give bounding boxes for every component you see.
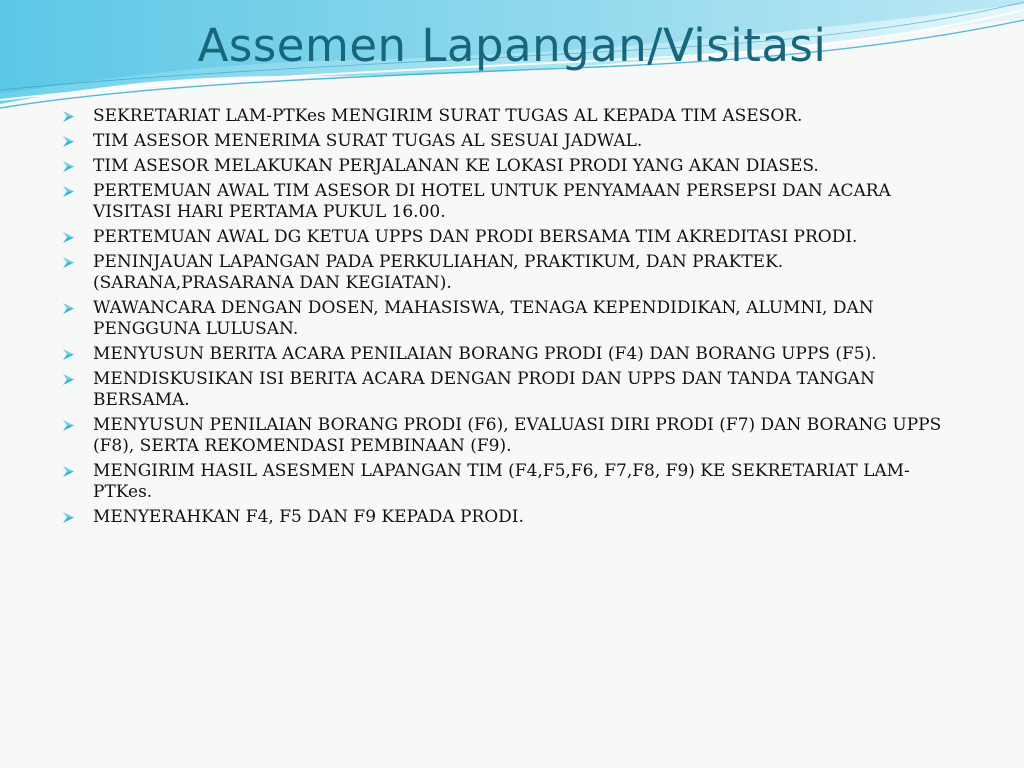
arrowhead-bullet-icon bbox=[62, 465, 76, 478]
slide-title: Assemen Lapangan/Visitasi bbox=[197, 19, 827, 72]
arrowhead-bullet-icon bbox=[62, 302, 76, 315]
arrowhead-bullet-icon bbox=[62, 185, 76, 198]
bullet-text: MENGIRIM HASIL ASESMEN LAPANGAN TIM (F4,F5,F6, F7,F8, F9) KE SEKRETARIAT LAM-PTKes. bbox=[93, 461, 910, 502]
bullet-text: MENYUSUN PENILAIAN BORANG PRODI (F6), EVALUASI DIRI PRODI (F7) DAN BORANG UPPS (F8), SERTA REKOMENDASI PEMBINAAN (F9). bbox=[93, 415, 942, 456]
bullet-item bbox=[62, 106, 962, 127]
arrowhead-bullet-icon bbox=[62, 110, 76, 123]
bullet-item bbox=[62, 461, 962, 503]
arrowhead-bullet-icon bbox=[62, 373, 76, 386]
arrowhead-bullet-icon bbox=[62, 256, 76, 269]
bullet-list bbox=[62, 106, 962, 532]
bullet-text: MENYUSUN BERITA ACARA PENILAIAN BORANG PRODI (F4) DAN BORANG UPPS (F5). bbox=[93, 344, 877, 364]
bullet-item bbox=[62, 227, 962, 248]
bullet-text: PENINJAUAN LAPANGAN PADA PERKULIAHAN, PRAKTIKUM, DAN PRAKTEK. (SARANA,PRASARANA DAN KEGIATAN). bbox=[93, 252, 784, 293]
bullet-text: WAWANCARA DENGAN DOSEN, MAHASISWA, TENAGA KEPENDIDIKAN, ALUMNI, DAN PENGGUNA LULUSAN. bbox=[93, 298, 874, 339]
bullet-item bbox=[62, 156, 962, 177]
arrowhead-bullet-icon bbox=[62, 511, 76, 524]
bullet-text: PERTEMUAN AWAL DG KETUA UPPS DAN PRODI BERSAMA TIM AKREDITASI PRODI. bbox=[93, 227, 858, 247]
arrowhead-bullet-icon bbox=[62, 231, 76, 244]
bullet-item bbox=[62, 507, 962, 528]
bullet-item bbox=[62, 344, 962, 365]
arrowhead-bullet-icon bbox=[62, 135, 76, 148]
arrowhead-bullet-icon bbox=[62, 419, 76, 432]
bullet-item bbox=[62, 415, 962, 457]
bullet-text: TIM ASESOR MENERIMA SURAT TUGAS AL SESUAI JADWAL. bbox=[93, 131, 643, 151]
bullet-item bbox=[62, 252, 962, 294]
bullet-item bbox=[62, 181, 962, 223]
bullet-text: MENDISKUSIKAN ISI BERITA ACARA DENGAN PRODI DAN UPPS DAN TANDA TANGAN BERSAMA. bbox=[93, 369, 875, 410]
bullet-text: MENYERAHKAN F4, F5 DAN F9 KEPADA PRODI. bbox=[93, 507, 524, 527]
bullet-text: PERTEMUAN AWAL TIM ASESOR DI HOTEL UNTUK PENYAMAAN PERSEPSI DAN ACARA VISITASI HARI PERTAMA PUKUL 16.00. bbox=[93, 181, 891, 222]
arrowhead-bullet-icon bbox=[62, 348, 76, 361]
bullet-item bbox=[62, 369, 962, 411]
bullet-item bbox=[62, 131, 962, 152]
arrowhead-bullet-icon bbox=[62, 160, 76, 173]
bullet-text: TIM ASESOR MELAKUKAN PERJALANAN KE LOKASI PRODI YANG AKAN DIASES. bbox=[93, 156, 819, 176]
bullet-item bbox=[62, 298, 962, 340]
bullet-text: SEKRETARIAT LAM-PTKes MENGIRIM SURAT TUGAS AL KEPADA TIM ASESOR. bbox=[93, 106, 803, 126]
